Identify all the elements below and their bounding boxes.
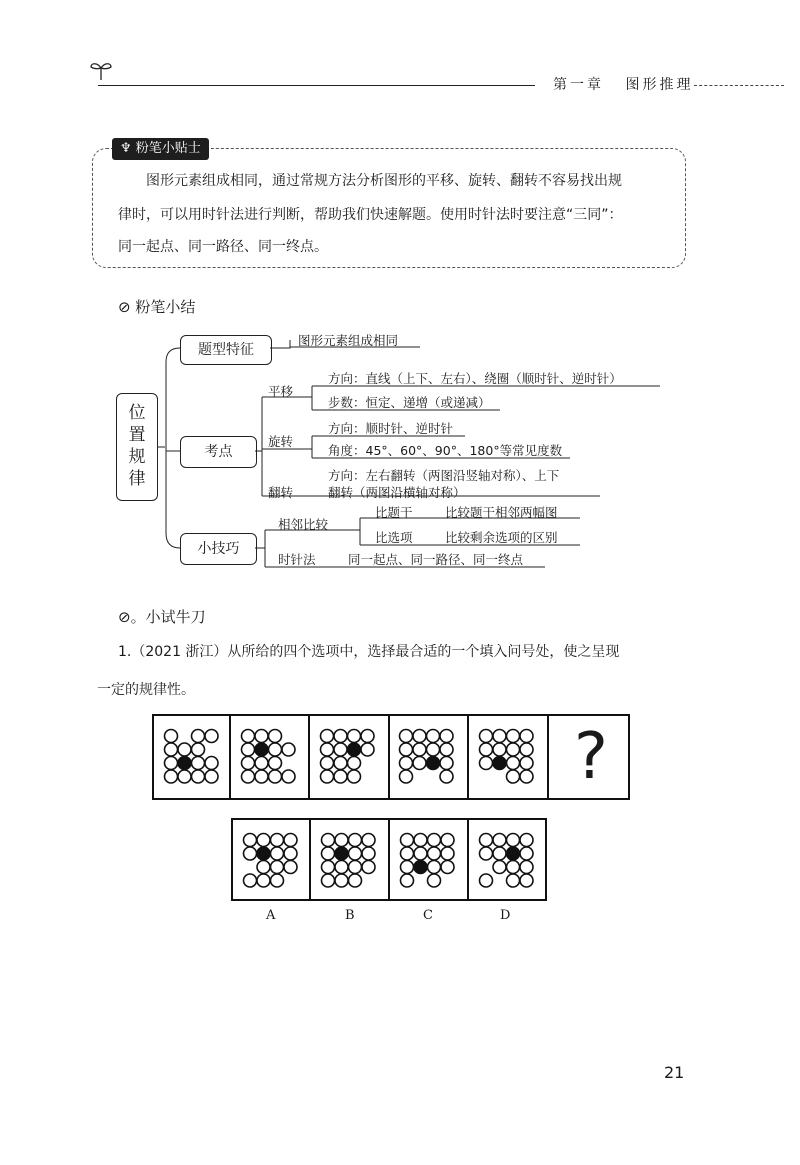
option-b-circle [335,834,348,847]
figure-2-circle [255,770,268,783]
figure-1-circle [205,730,218,743]
option-c-circle [441,847,454,860]
option-a-circle [257,834,270,847]
option-a-circle [257,874,270,887]
figure-2-circle [269,730,282,743]
option-c-circle [401,874,414,887]
figure-2-circle [282,743,295,756]
figure-2-circle [255,757,268,770]
option-a-circle [271,847,284,860]
quiz-heading: ⊘。小试牛刀 [118,608,206,626]
figure-1-circle [192,757,205,770]
adjacent-item2-key: 比选项 [375,530,413,545]
figure-3-circle [321,770,334,783]
rotate-label: 旋转 [268,434,294,449]
option-c-circle [441,834,454,847]
translate-label: 平移 [268,384,294,399]
figure-4-circle [400,730,413,743]
question-mark: ? [574,720,608,794]
branch-feature [180,335,272,365]
figure-1-circle [178,757,191,770]
option-c-circle [414,847,427,860]
chapter-label: 第一章 [553,77,604,93]
option-a-circle [244,834,257,847]
root-label: 位置规律 [128,403,146,489]
option-d-circle [507,847,520,860]
page-number: 21 [664,1063,685,1082]
figure-1-circle [165,770,178,783]
quiz-title: 小试牛刀 [145,608,206,626]
chapter-title: 图形推理 [625,77,694,93]
option-d-circle [520,861,533,874]
figure-5-circle [507,757,520,770]
feature-desc: 图形元素组成相同 [298,333,399,348]
option-b-circle [322,861,335,874]
figure-1-circle [165,757,178,770]
figure-3-circle [334,757,347,770]
tip-line-1: 图形元素组成相同，通过常规方法分析图形的平移、旋转、翻转不容易找出规 [146,173,622,189]
figure-3-circle [348,770,361,783]
option-label-b: B [345,908,355,923]
puzzle-figures [0,700,800,910]
figure-5-circle [507,730,520,743]
figure-4-circle [440,770,453,783]
option-a-circle [284,834,297,847]
figure-3-circle [334,770,347,783]
option-a-circle [284,861,297,874]
figure-5-circle [493,757,506,770]
feature-label: 题型特征 [198,342,254,358]
option-c-circle [428,847,441,860]
figure-5-circle [507,770,520,783]
figure-3-circle [348,730,361,743]
translate-steps: 步数：恒定、递增（或递减） [328,395,491,410]
option-c-circle [401,834,414,847]
figure-4-circle [440,730,453,743]
figure-1-circle [192,770,205,783]
figure-5-circle [493,743,506,756]
option-b-circle [335,874,348,887]
option-d-circle [493,847,506,860]
option-b-circle [322,847,335,860]
figure-5-circle [480,730,493,743]
figure-5-circle [520,743,533,756]
figure-4-circle [427,730,440,743]
option-c-circle [428,834,441,847]
option-c-circle [428,874,441,887]
question-line-2: 一定的规律性。 [97,682,195,698]
figure-4-circle [413,743,426,756]
sprout-small-icon: ♆ [120,141,132,156]
option-d-circle [520,834,533,847]
flip-line-1: 方向：左右翻转（两图沿竖轴对称）、上下 [328,468,560,483]
option-c-circle [401,847,414,860]
option-c-circle [414,834,427,847]
option-c-circle [441,861,454,874]
figure-4-circle [400,757,413,770]
option-b-circle [335,861,348,874]
adjacent-label: 相邻比较 [278,517,329,532]
rotate-angle: 角度：45°、60°、90°、180°等常见度数 [328,443,563,458]
option-b-circle [349,874,362,887]
option-d-circle [520,847,533,860]
option-b-circle [362,847,375,860]
option-a-circle [244,874,257,887]
figure-4-circle [413,757,426,770]
translate-direction: 方向：直线（上下、左右）、绕圈（顺时针、逆时针） [328,371,622,386]
rotate-direction: 方向：顺时针、逆时针 [328,421,454,436]
option-a-circle [284,847,297,860]
tip-line-2: 律时，可以用时针法进行判断，帮助我们快速解题。使用时针法时要注意“三同”： [118,207,623,223]
tip-line-3: 同一起点、同一路径、同一终点。 [118,239,328,255]
pencil-icon: ⊘ [118,298,131,316]
figure-5-circle [493,730,506,743]
figure-1-circle [205,770,218,783]
figure-3-circle [361,730,374,743]
figure-4-circle [400,743,413,756]
figure-4-circle [400,770,413,783]
adjacent-item1-key: 比题干 [375,505,413,520]
figure-1-circle [165,730,178,743]
question-line-1: 1.（2021 浙江）从所给的四个选项中，选择最合适的一个填入问号处，使之呈现 [118,644,620,660]
clock-label: 时针法 [278,552,316,567]
figure-1-circle [192,730,205,743]
option-b-circle [322,874,335,887]
figure-2-circle [242,730,255,743]
figure-2-circle [269,757,282,770]
option-a-circle [257,847,270,860]
option-b-circle [349,834,362,847]
figure-1-circle [178,743,191,756]
option-a-circle [244,847,257,860]
branch-points [180,436,257,468]
option-label-a: A [266,908,276,923]
figure-3-circle [321,757,334,770]
option-a-circle [257,861,270,874]
figure-4-circle [427,743,440,756]
option-d-circle [480,874,493,887]
option-d-circle [480,847,493,860]
option-d-circle [507,874,520,887]
figure-5-circle [520,730,533,743]
figure-2-circle [242,770,255,783]
figure-4-circle [440,757,453,770]
option-c-circle [428,861,441,874]
tip-title: 粉笔小贴士 [135,141,201,156]
figure-3-circle [348,743,361,756]
figure-5-circle [480,757,493,770]
figure-5-circle [520,770,533,783]
clock-desc: 同一起点、同一路径、同一终点 [348,552,524,567]
branch-tips [180,533,257,565]
option-b-circle [362,834,375,847]
option-c-circle [414,861,427,874]
figure-2-circle [269,743,282,756]
flip-label: 翻转 [268,485,294,500]
figure-1-circle [165,743,178,756]
figure-5-circle [480,743,493,756]
summary-title: 粉笔小结 [135,298,196,316]
option-d-circle [480,834,493,847]
option-b-circle [322,834,335,847]
figure-2-circle [269,770,282,783]
option-a-circle [271,861,284,874]
option-b-circle [335,847,348,860]
option-a-circle [271,874,284,887]
option-c-circle [401,861,414,874]
option-b-circle [362,861,375,874]
figure-4-circle [427,757,440,770]
mind-map-root [116,393,158,501]
figure-2-circle [242,743,255,756]
option-d-circle [507,834,520,847]
option-b-circle [349,847,362,860]
option-label-c: C [423,908,433,923]
option-label-d: D [500,908,511,923]
figure-3-circle [334,743,347,756]
figure-3-circle [321,743,334,756]
points-label: 考点 [204,444,233,460]
figure-1-circle [192,743,205,756]
figure-2-circle [282,770,295,783]
option-d-circle [507,861,520,874]
figure-4-circle [440,743,453,756]
figure-5-circle [520,757,533,770]
figure-2-circle [255,730,268,743]
pencil-icon: ⊘ [118,608,131,626]
option-a-circle [271,834,284,847]
figure-4-circle [413,730,426,743]
figure-2-circle [242,757,255,770]
figure-3-circle [334,730,347,743]
figure-3-circle [348,757,361,770]
option-d-circle [493,834,506,847]
figure-5-circle [507,743,520,756]
adjacent-item2-val: 比较剩余选项的区别 [445,530,558,545]
figure-2-circle [255,743,268,756]
figure-1-circle [178,770,191,783]
flip-line-2: 翻转（两图沿横轴对称） [328,485,466,500]
adjacent-item1-val: 比较题干相邻两幅图 [445,505,558,520]
figure-3-circle [361,743,374,756]
figure-1-circle [205,757,218,770]
option-d-circle [493,861,506,874]
option-b-circle [349,861,362,874]
figure-3-circle [321,730,334,743]
tips-label: 小技巧 [197,541,240,557]
option-d-circle [520,874,533,887]
